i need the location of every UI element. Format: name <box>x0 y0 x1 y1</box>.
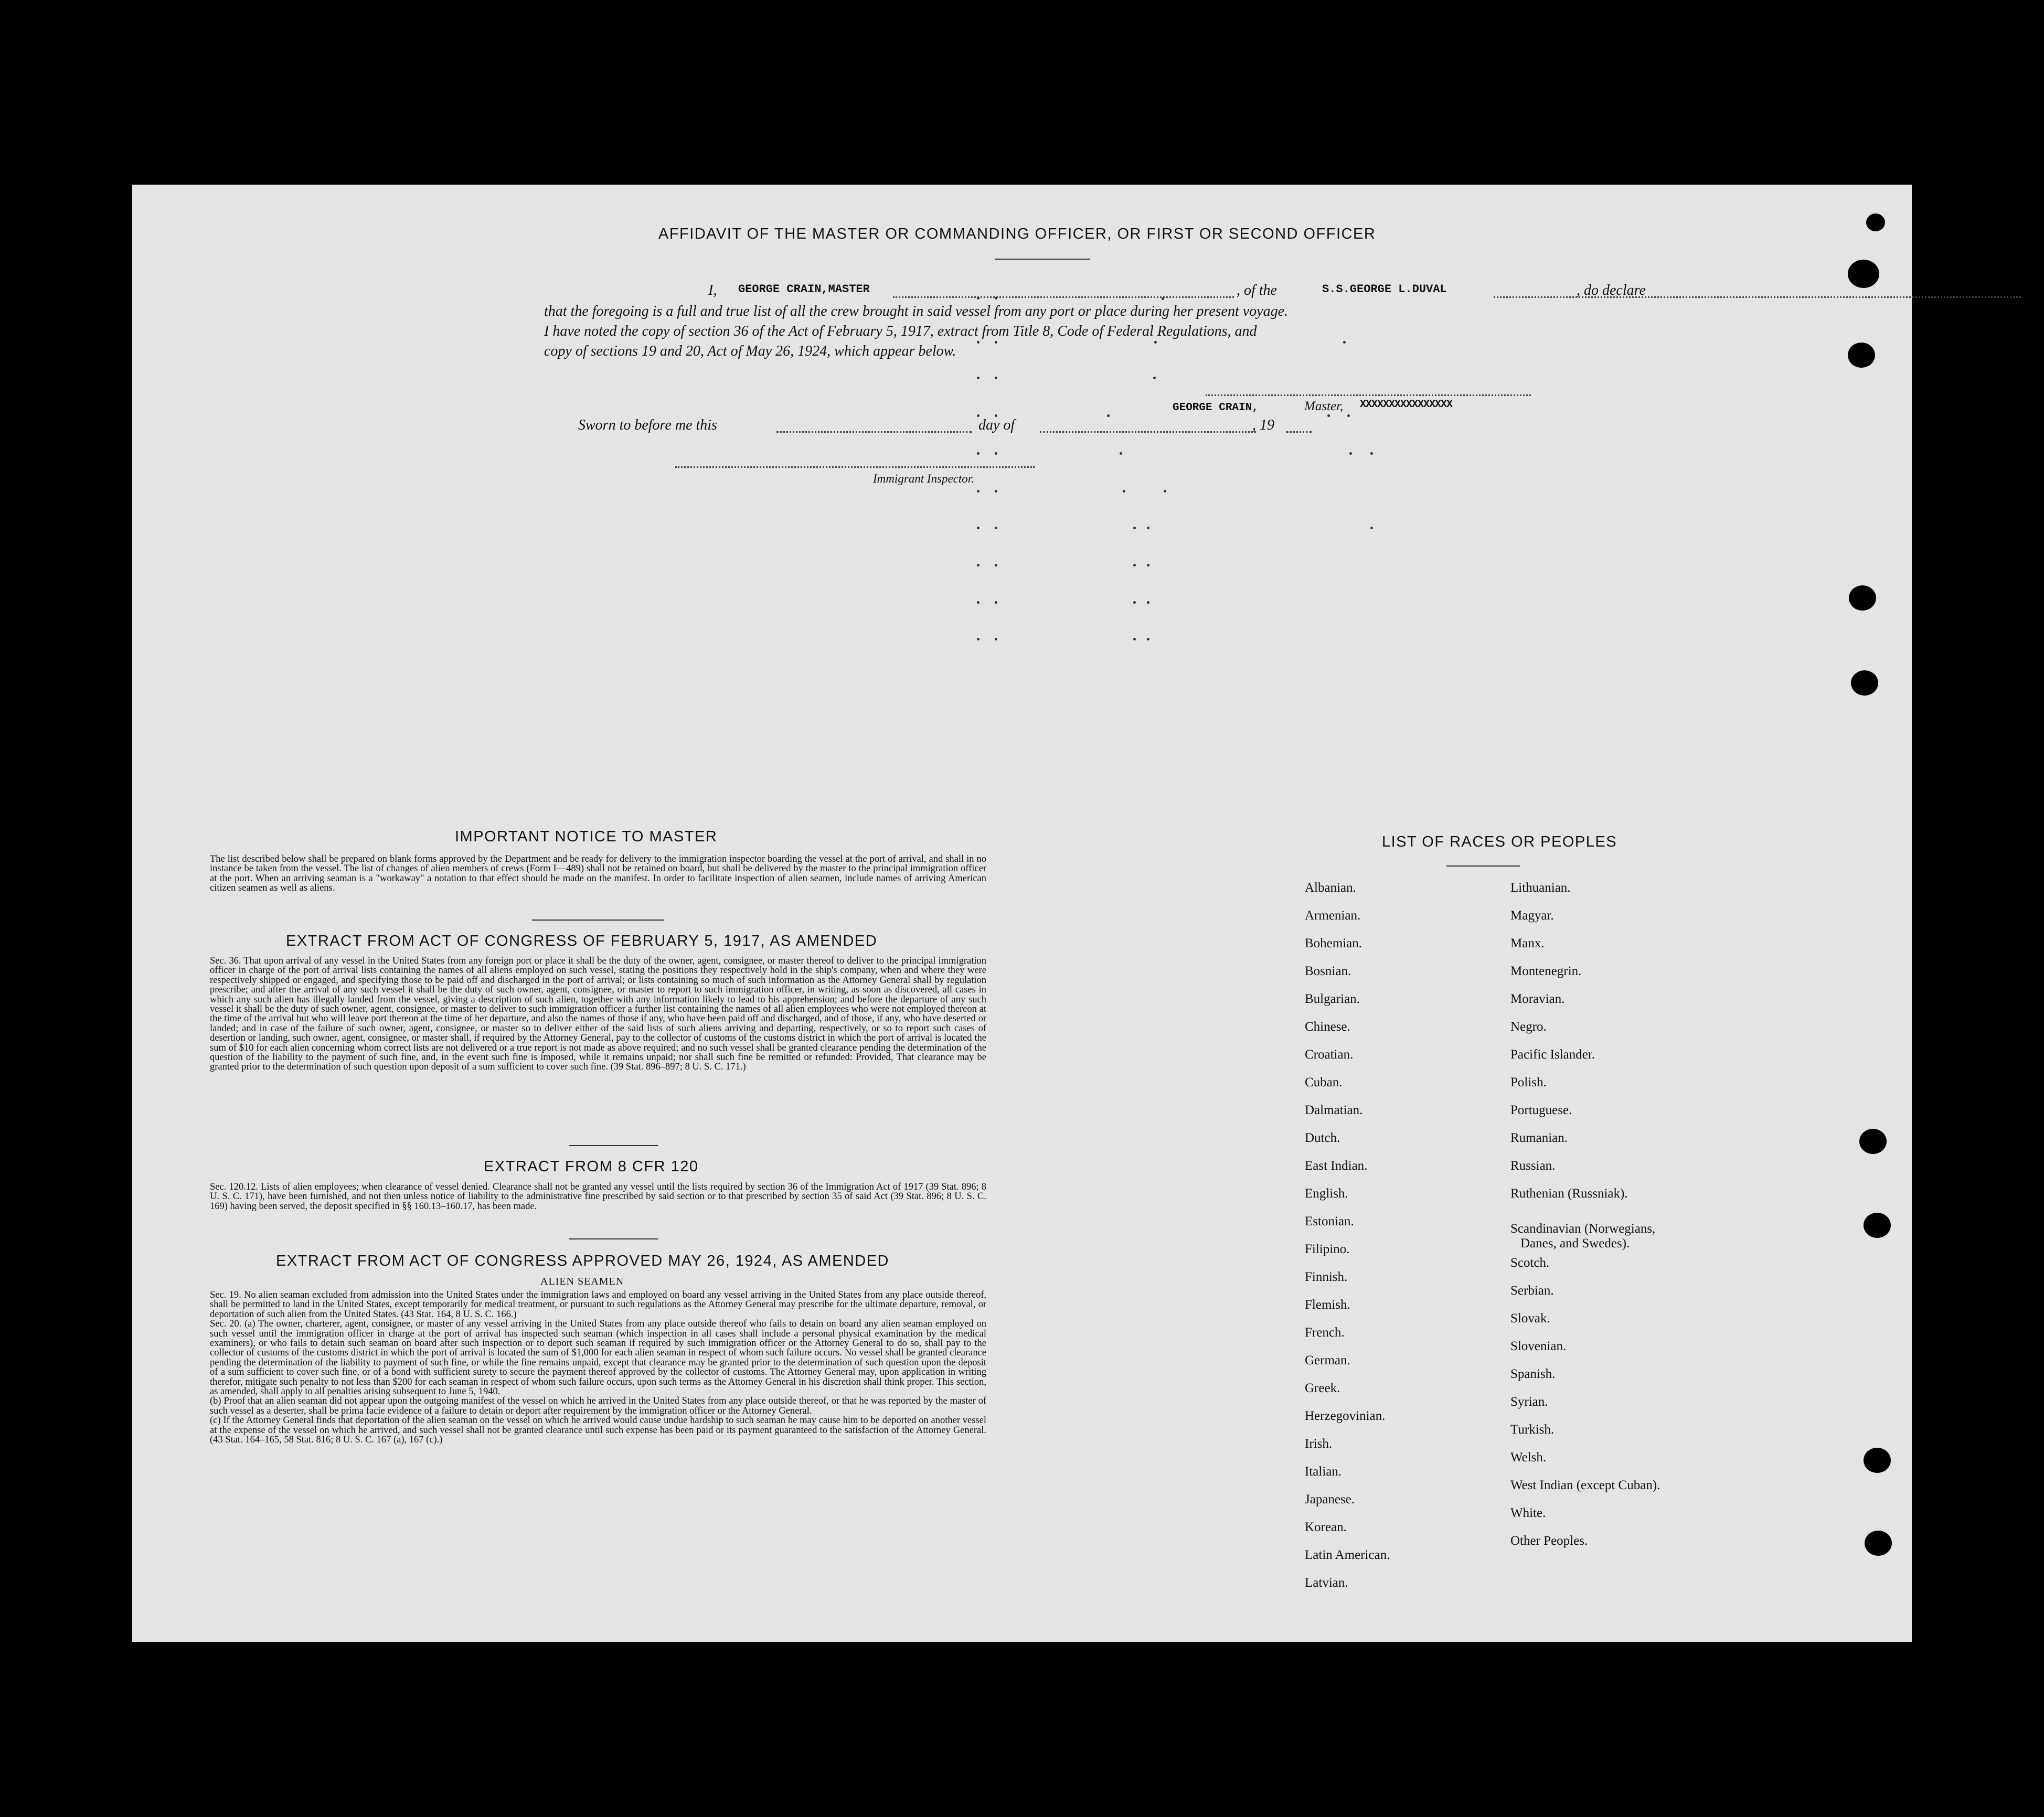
punch-hole <box>1866 213 1885 231</box>
punch-hole <box>1848 343 1875 368</box>
declaration-line-3: copy of sections 19 and 20, Act of May 26, 1924, which appear below. <box>544 343 956 359</box>
race-item: Cuban. <box>1305 1075 1343 1089</box>
race-item: Negro. <box>1510 1020 1547 1034</box>
race-item: Irish. <box>1305 1437 1333 1451</box>
scan-speck <box>977 601 980 604</box>
notice-title: IMPORTANT NOTICE TO MASTER <box>455 828 718 845</box>
name-dotted-line <box>893 296 1234 298</box>
scan-speck <box>977 452 980 455</box>
notice-rule <box>532 920 664 921</box>
race-item: Polish. <box>1510 1075 1547 1089</box>
affidavit-title: AFFIDAVIT OF THE MASTER OR COMMANDING OFFICER, OR FIRST OR SECOND OFFICER <box>658 226 1376 242</box>
race-item: Korean. <box>1305 1520 1347 1534</box>
scan-speck <box>977 564 980 567</box>
race-item: Dalmatian. <box>1305 1103 1363 1117</box>
scan-speck <box>1133 527 1136 529</box>
extract-cfr-text: Sec. 120.12. Lists of alien employees; when clearance of vessel denied. Clearance shall not be granted any vessel until the lists required by section 36 of the Immigration Act of 1917 (39 Stat. 896; 8 U. S. C. 171), have been furnished, and not then unless notice of liability to the administrative fine prescribed by said section or to that prescribed by section 35 of said Act (39 Stat. 896; 8 U. S. C. 169) having been served, the deposit specified in §§ 160.13–160.17, has been made. <box>210 1182 986 1212</box>
races-rule <box>1446 865 1520 867</box>
punch-hole <box>1865 1531 1892 1556</box>
scan-speck <box>977 377 980 379</box>
scan-speck <box>995 601 997 604</box>
do-declare-label: , do declare <box>1577 282 1646 298</box>
race-item: Latin American. <box>1305 1548 1390 1562</box>
race-item: Scandinavian (Norwegians, <box>1510 1222 1656 1236</box>
race-item: Spanish. <box>1510 1367 1556 1381</box>
scan-speck <box>1162 297 1164 300</box>
scan-speck <box>1107 414 1110 417</box>
declaration-body <box>544 302 1541 361</box>
race-item: Portuguese. <box>1510 1103 1572 1117</box>
race-item: Danes, and Swedes). <box>1520 1236 1630 1250</box>
scan-speck <box>1349 452 1352 455</box>
race-item: Manx. <box>1510 936 1545 950</box>
alien-seamen-subtitle: ALIEN SEAMEN <box>540 1276 624 1287</box>
punch-hole <box>1851 670 1878 696</box>
notice-text: The list described below shall be prepared on blank forms approved by the Department and be ready for delivery to the immigration inspector boarding the vessel at the port of arrival, and shall in no instance be taken from the vessel. The list of changes of alien members of crews (Form I—489) shall not be retained on board, but shall be delivered by the master to the principal immigration officer at the port. When an arriving seaman is a "workaway" a notation to that effect should be made on the manifest. In order to facilitate inspection of alien seamen, include names of arriving American citizen seamen as well as aliens. <box>210 854 986 894</box>
race-item: Estonian. <box>1305 1214 1354 1228</box>
punch-hole <box>1859 1129 1887 1154</box>
scan-speck <box>1147 527 1149 529</box>
extract-1917-rule <box>569 1145 658 1146</box>
race-item: Armenian. <box>1305 908 1361 923</box>
struck-title-field: XXXXXXXXXXXXXXXX <box>1360 399 1453 411</box>
sworn-label: Sworn to before me this <box>578 417 717 433</box>
title-rule <box>995 259 1090 260</box>
scan-speck <box>1120 452 1122 455</box>
scan-speck <box>995 638 997 640</box>
scan-speck <box>1133 564 1136 567</box>
declaration-line <box>578 281 1669 302</box>
race-item: Bulgarian. <box>1305 992 1360 1006</box>
race-item: Ruthenian (Russniak). <box>1510 1187 1628 1201</box>
document-page <box>132 185 1912 1642</box>
race-item: Albanian. <box>1305 881 1356 895</box>
scan-speck <box>1370 527 1373 529</box>
scan-speck <box>977 490 980 493</box>
scan-speck <box>977 297 980 300</box>
race-item: Finnish. <box>1305 1270 1348 1284</box>
sec-20c-text: (c) If the Attorney General finds that deportation of the alien seaman on the vessel on which he arrived would cause undue hardship to such seaman he may cause him to be deported on another vessel at the expense of the vessel on which he arrived, and such vessel shall not be granted clearance until such expense has been paid or its payment guaranteed to the satisfaction of the Attorney General. (43 Stat. 164–165, 58 Stat. 816; 8 U. S. C. 167 (a), 167 (c).) <box>210 1415 986 1446</box>
sec-19-text: Sec. 19. No alien seaman excluded from admission into the United States under the immigration laws and employed on board any vessel arriving in the United States from any place outside thereof, shall be permitted to land in the United States, except temporarily for medical treatment, or pursuant to such regulations as the Attorney General may prescribe for the ultimate departure, removal, or deportation of such alien from the United States. (43 Stat. 164, 8 U. S. C. 166.) <box>210 1290 986 1320</box>
extract-1917-text: Sec. 36. That upon arrival of any vessel in the United States from any foreign port or place it shall be the duty of the owner, agent, consignee, or master thereof to deliver to the principal immigration officer in charge of the port of arrival lists containing the names of all aliens employed on such vessel, stating the positions they respectively hold in the ship's company, when and where they were respectively shipped or engaged, and specifying those to be paid off and discharged in the port of arrival; or lists containing so much of such information as the Attorney General shall by regulation prescribe; and after the arrival of any such vessel it shall be the duty of such owner, agent, consignee, or master to report to such immigration officer, in writing, as soon as discovered, all cases in which any such alien has illegally landed from the vessel, giving a description of such alien, together with any information likely to lead to his apprehension; and before the departure of any such vessel it shall be the duty of such owner, agent, consignee, or master to deliver to such immigration officer a further list containing the names of all alien employees who were not employed thereon at the time of the arrival but who will leave port thereon at the time of her departure, and also the names of those if any, who have been paid off and discharged, and of those, if any, who have deserted or landed; and in case of the failure of such owner, agent, consignee, or master so to deliver either of the said lists of such aliens arriving and departing, respectively, or so to report such cases of desertion or landing, such owner, agent, consignee, or master shall, if required by the Attorney General, pay to the collector of customs of the customs district in which the port of arrival is located the sum of $10 for each alien concerning whom correct lists are not delivered or a true report is not made as above required; and no such vessel shall be granted clearance pending the determination of the question of the liability to the payment of such fine, and, in the event such fine is imposed, while it remains unpaid; nor shall such fine be remitted or refunded: Provided, That clearance may be granted prior to the determination of such question upon deposit of a sum sufficient to cover such fine. (39 Stat. 896–897; 8 U. S. C. 171.) <box>210 956 986 1073</box>
sworn-month-dotted-line <box>1040 431 1256 433</box>
scan-speck <box>1133 638 1136 640</box>
scan-speck <box>1147 601 1149 604</box>
day-of-label: day of <box>978 417 1015 433</box>
scan-speck <box>995 341 997 344</box>
race-item: Bohemian. <box>1305 936 1362 950</box>
scan-speck <box>1370 452 1373 455</box>
scan-speck <box>1153 377 1156 379</box>
declaration-line-2: I have noted the copy of section 36 of the Act of February 5, 1917, extract from Title 8, Code of Federal Regulations, and <box>544 323 1257 339</box>
scan-speck <box>995 490 997 493</box>
race-item: East Indian. <box>1305 1159 1368 1173</box>
of-the-label: , of the <box>1237 282 1277 298</box>
punch-hole <box>1848 260 1879 288</box>
race-item: Flemish. <box>1305 1298 1350 1312</box>
scan-speck <box>1147 638 1149 640</box>
scan-speck <box>1327 414 1330 417</box>
inspector-label: Immigrant Inspector. <box>873 472 974 485</box>
scan-speck <box>995 452 997 455</box>
race-item: Russian. <box>1510 1159 1556 1173</box>
master-name-field[interactable]: GEORGE CRAIN,MASTER <box>738 283 870 296</box>
i-label: I, <box>708 282 717 298</box>
master-label: Master, <box>1304 399 1344 413</box>
race-item: English. <box>1305 1187 1348 1201</box>
scan-speck <box>977 527 980 529</box>
race-item: Welsh. <box>1510 1450 1547 1465</box>
extract-1917-title: EXTRACT FROM ACT OF CONGRESS OF FEBRUARY 5, 1917, AS AMENDED <box>286 933 878 949</box>
scan-speck <box>1343 341 1346 344</box>
punch-hole <box>1849 585 1876 611</box>
race-item: Pacific Islander. <box>1510 1048 1595 1062</box>
race-item: Slovenian. <box>1510 1339 1567 1353</box>
race-item: Scotch. <box>1510 1256 1550 1270</box>
vessel-dotted-line <box>1494 296 2021 298</box>
race-item: Filipino. <box>1305 1242 1350 1256</box>
race-item: West Indian (except Cuban). <box>1510 1478 1660 1492</box>
race-item: Other Peoples. <box>1510 1534 1588 1548</box>
race-item: German. <box>1305 1353 1350 1367</box>
race-item: Slovak. <box>1510 1311 1550 1326</box>
signature-dotted-line <box>1206 394 1531 396</box>
race-item: Syrian. <box>1510 1395 1548 1409</box>
race-item: Greek. <box>1305 1381 1340 1395</box>
races-title: LIST OF RACES OR PEOPLES <box>1382 833 1617 850</box>
year-label: , 19 <box>1252 417 1274 433</box>
punch-hole <box>1864 1448 1891 1473</box>
race-item: Rumanian. <box>1510 1131 1568 1145</box>
scan-speck <box>1164 490 1166 493</box>
scan-speck <box>995 377 997 379</box>
scan-speck <box>995 527 997 529</box>
extract-cfr-title: EXTRACT FROM 8 CFR 120 <box>484 1158 699 1175</box>
scan-speck <box>995 414 997 417</box>
extract-1924-text <box>210 1290 986 1445</box>
race-item: Herzegovinian. <box>1305 1409 1386 1423</box>
scan-speck <box>977 638 980 640</box>
race-item: Croatian. <box>1305 1048 1354 1062</box>
year-dotted-line <box>1286 431 1312 433</box>
scan-speck <box>977 341 980 344</box>
race-item: Latvian. <box>1305 1576 1348 1590</box>
race-item: Serbian. <box>1510 1284 1554 1298</box>
race-item: Montenegrin. <box>1510 964 1582 978</box>
race-item: Dutch. <box>1305 1131 1340 1145</box>
race-item: Moravian. <box>1510 992 1565 1006</box>
extract-1924-title: EXTRACT FROM ACT OF CONGRESS APPROVED MAY 26, 1924, AS AMENDED <box>276 1253 889 1269</box>
scan-speck <box>995 297 997 300</box>
scan-speck <box>1123 490 1125 493</box>
race-item: Bosnian. <box>1305 964 1351 978</box>
race-item: Turkish. <box>1510 1423 1555 1437</box>
inspector-dotted-line <box>675 466 1035 468</box>
race-item: Lithuanian. <box>1510 881 1571 895</box>
sworn-day-dotted-line <box>776 431 972 433</box>
punch-hole <box>1864 1213 1891 1238</box>
sec-20b-text: (b) Proof that an alien seaman did not appear upon the outgoing manifest of the vessel on which he arrived in the United States from any place outside thereof, or that he was reported by the master of such vessel as a deserter, shall be prima facie evidence of a failure to detain or deport after requirement by the immigration officer or the Attorney General. <box>210 1396 986 1416</box>
scan-speck <box>1147 564 1149 567</box>
extract-cfr-rule <box>569 1238 658 1239</box>
scan-speck <box>1133 601 1136 604</box>
declaration-line-1: that the foregoing is a full and true list of all the crew brought in said vessel from any port or place during her present voyage. <box>544 303 1289 319</box>
scan-speck <box>977 414 980 417</box>
signature-field[interactable]: GEORGE CRAIN, <box>1173 402 1259 414</box>
scan-speck <box>995 564 997 567</box>
race-item: White. <box>1510 1506 1546 1520</box>
race-item: Italian. <box>1305 1465 1342 1479</box>
race-item: French. <box>1305 1326 1345 1340</box>
scan-speck <box>1154 341 1157 344</box>
scan-speck <box>1347 414 1350 417</box>
race-item: Chinese. <box>1305 1020 1350 1034</box>
race-item: Magyar. <box>1510 908 1554 923</box>
race-item: Japanese. <box>1305 1492 1355 1506</box>
vessel-name-field[interactable]: S.S.GEORGE L.DUVAL <box>1322 283 1447 296</box>
sec-20a-text: Sec. 20. (a) The owner, charterer, agent, consignee, or master of any vessel arriving in the United States from any place outside thereof who fails to detain on board any alien seaman employed on such vessel until the immigration officer in charge at the port of arrival has inspected such seaman (which inspection in all cases shall include a personal physical examination by the medical examiners), or who fails to detain such seaman on board after such inspection or to deport such seaman if required by such immigration officer or the Attorney General to do so, shall pay to the collector of customs of the customs district in which the port of arrival is located the sum of $1,000 for each alien seaman in respect of whom such failure occurs. No vessel shall be granted clearance pending the determination of the liability to payment of such fine, or while the fine remains unpaid, except that clearance may be granted prior to the determination of such question upon the deposit of a sum sufficient to cover such fine, or of a bond with sufficient surety to secure the payment thereof approved by the collector of customs. The Attorney General may, upon application in writing therefor, mitigate such penalty to not less than $200 for each seaman in respect of whom such failure occurs, upon such terms as the Attorney General in his discretion shall think proper. This section, as amended, shall apply to all penalties arising subsequent to June 5, 1940. <box>210 1319 986 1397</box>
